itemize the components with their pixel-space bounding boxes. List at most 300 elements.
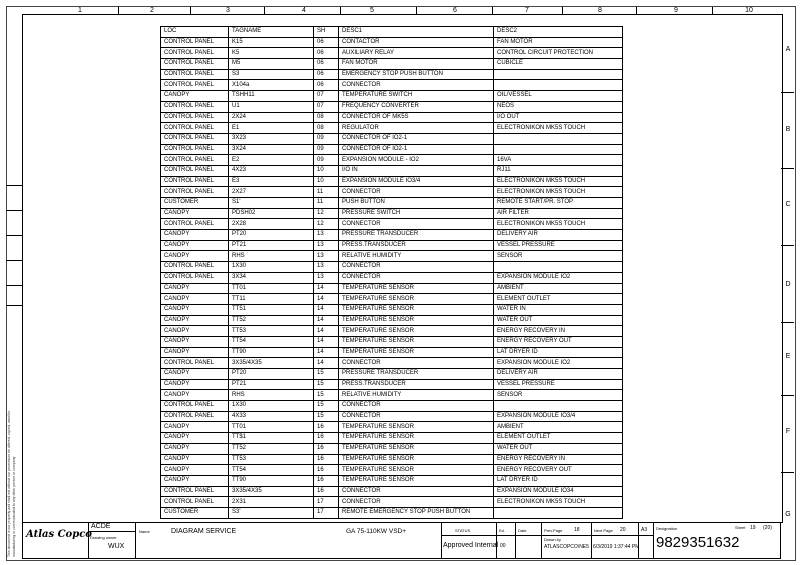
- cell-tagname: 2X28: [229, 219, 314, 230]
- cell-tagname: 2X31: [229, 497, 314, 508]
- cell-loc: CONTROL PANEL: [161, 144, 229, 155]
- header-sh: SH: [314, 27, 339, 38]
- cell-desc1: PRESS.TRANSDUCER: [339, 379, 494, 390]
- row-tick: [781, 322, 794, 323]
- cell-desc1: CONNECTOR: [339, 486, 494, 497]
- cell-desc1: EMERGENCY STOP PUSH BUTTON: [339, 69, 494, 80]
- cell-loc: CONTROL PANEL: [161, 123, 229, 134]
- cell-desc1: PRESSURE SWITCH: [339, 208, 494, 219]
- table-row: [161, 336, 623, 347]
- cell-loc: CONTROL PANEL: [161, 262, 229, 273]
- cell-desc2: AMBIENT: [494, 283, 623, 294]
- left-margin-line: [6, 260, 22, 261]
- table-row: [161, 80, 623, 91]
- cell-sh: 14: [314, 336, 339, 347]
- row-letter: D: [785, 281, 791, 288]
- cell-desc1: TEMPERATURE SENSOR: [339, 422, 494, 433]
- designation-label: Designation: [656, 526, 678, 531]
- cell-desc1: PRESSURE TRANSDUCER: [339, 369, 494, 380]
- cell-desc2: [494, 507, 623, 518]
- name-label: Name: [139, 529, 150, 534]
- cell-desc2: ELEMENT OUTLET: [494, 294, 623, 305]
- cell-desc2: LAT DRYER ID: [494, 475, 623, 486]
- cell-desc1: I/O IN: [339, 165, 494, 176]
- cell-loc: CONTROL PANEL: [161, 155, 229, 166]
- cell-desc1: RELATIVE HUMIDITY: [339, 390, 494, 401]
- cell-desc1: TEMPERATURE SENSOR: [339, 304, 494, 315]
- cell-loc: CANOPY: [161, 304, 229, 315]
- cell-desc2: [494, 144, 623, 155]
- atlas-copco-logo: Atlas Copco: [26, 529, 92, 540]
- cell-desc2: ELECTRONIKON MK5S TOUCH: [494, 123, 623, 134]
- table-row: [161, 390, 623, 401]
- cell-sh: 11: [314, 187, 339, 198]
- cell-desc2: ELECTRONIKON MK5S TOUCH: [494, 176, 623, 187]
- edition: 00: [500, 543, 506, 549]
- cell-loc: CUSTOMER: [161, 198, 229, 209]
- cell-desc2: ELECTRONIKON MK5S TOUCH: [494, 219, 623, 230]
- cell-sh: 10: [314, 176, 339, 187]
- cell-loc: CUSTOMER: [161, 507, 229, 518]
- cell-desc1: EXPANSION MODULE - IO2: [339, 155, 494, 166]
- table-row: [161, 251, 623, 262]
- cell-desc2: EXPANSION MODULE IO34: [494, 486, 623, 497]
- cell-loc: CONTROL PANEL: [161, 37, 229, 48]
- drawn-date: 6/3/2019 1:37:44 PM: [593, 544, 640, 550]
- cell-tagname: TT01: [229, 422, 314, 433]
- cell-desc1: CONNECTOR OF MK5S: [339, 112, 494, 123]
- cell-sh: 06: [314, 69, 339, 80]
- cell-sh: 06: [314, 37, 339, 48]
- left-margin-line: [6, 210, 22, 211]
- table-row: [161, 123, 623, 134]
- cell-tagname: 2X24: [229, 112, 314, 123]
- cell-desc1: PUSH BUTTON: [339, 198, 494, 209]
- cell-tagname: TT54: [229, 465, 314, 476]
- cell-sh: 13: [314, 251, 339, 262]
- cell-tagname: TT90: [229, 347, 314, 358]
- title-block: [22, 522, 781, 559]
- column-tick: [492, 7, 493, 14]
- table-row: [161, 379, 623, 390]
- cell-desc1: TEMPERATURE SENSOR: [339, 336, 494, 347]
- cell-desc1: CONNECTOR: [339, 80, 494, 91]
- column-number: 6: [453, 7, 457, 14]
- cell-loc: CANOPY: [161, 379, 229, 390]
- cell-sh: 09: [314, 155, 339, 166]
- cell-loc: CANOPY: [161, 443, 229, 454]
- cell-desc2: [494, 69, 623, 80]
- row-tick: [781, 472, 794, 473]
- column-tick: [264, 7, 265, 14]
- cell-sh: 14: [314, 347, 339, 358]
- cell-desc1: AUXILIARY RELAY: [339, 48, 494, 59]
- cell-sh: 13: [314, 230, 339, 241]
- cell-sh: 12: [314, 219, 339, 230]
- cell-loc: CANOPY: [161, 240, 229, 251]
- cell-sh: 11: [314, 198, 339, 209]
- cell-sh: 15: [314, 369, 339, 380]
- cell-loc: CANOPY: [161, 465, 229, 476]
- divider: [541, 523, 542, 558]
- cell-tagname: TT$1: [229, 433, 314, 444]
- cell-desc2: OIL/VESSEL: [494, 91, 623, 102]
- cell-desc2: VESSEL PRESSURE: [494, 240, 623, 251]
- divider: [441, 535, 653, 536]
- cell-loc: CANOPY: [161, 433, 229, 444]
- left-margin-line: [6, 185, 22, 186]
- cell-desc2: AIR FILTER: [494, 208, 623, 219]
- cell-desc2: DELIVERY AIR: [494, 369, 623, 380]
- table-row: [161, 401, 623, 412]
- cell-desc2: CONTROL CIRCUIT PROTECTION: [494, 48, 623, 59]
- cell-loc: CANOPY: [161, 294, 229, 305]
- cell-desc2: SENSOR: [494, 251, 623, 262]
- row-tick: [781, 168, 794, 169]
- cell-tagname: E1: [229, 123, 314, 134]
- cell-desc1: CONNECTOR: [339, 262, 494, 273]
- company-code: ACDE: [91, 523, 111, 530]
- table-row: [161, 411, 623, 422]
- cell-desc2: ENERGY RECOVERY OUT: [494, 336, 623, 347]
- cell-tagname: 4X23: [229, 165, 314, 176]
- cell-tagname: E3: [229, 176, 314, 187]
- table-row: [161, 198, 623, 209]
- cell-loc: CONTROL PANEL: [161, 176, 229, 187]
- column-number: 4: [302, 7, 306, 14]
- cell-sh: 14: [314, 283, 339, 294]
- cell-sh: 13: [314, 262, 339, 273]
- cell-tagname: 4X33: [229, 411, 314, 422]
- column-number: 5: [370, 7, 374, 14]
- cell-tagname: TT53: [229, 326, 314, 337]
- column-number: 10: [745, 7, 753, 14]
- cell-tagname: PT20: [229, 230, 314, 241]
- cell-sh: 16: [314, 443, 339, 454]
- cell-tagname: K5: [229, 48, 314, 59]
- column-tick: [712, 7, 713, 14]
- table-row: [161, 262, 623, 273]
- column-number: 8: [598, 7, 602, 14]
- column-tick: [636, 7, 637, 14]
- table-row: [161, 443, 623, 454]
- cell-desc1: CONNECTOR: [339, 219, 494, 230]
- cell-desc2: I/O OUT: [494, 112, 623, 123]
- cell-tagname: S1': [229, 198, 314, 209]
- table-row: [161, 219, 623, 230]
- cell-desc1: TEMPERATURE SENSOR: [339, 465, 494, 476]
- cell-desc1: TEMPERATURE SWITCH: [339, 91, 494, 102]
- cell-sh: 09: [314, 133, 339, 144]
- cell-tagname: TT01: [229, 283, 314, 294]
- table-row: [161, 112, 623, 123]
- status-value: Approved Internal: [443, 542, 499, 549]
- cell-desc1: FAN MOTOR: [339, 59, 494, 70]
- table-row: [161, 433, 623, 444]
- cell-loc: CONTROL PANEL: [161, 219, 229, 230]
- drawing-owner: WUX: [108, 543, 125, 550]
- cell-sh: 16: [314, 454, 339, 465]
- prev-page-label: Prev.Page: [544, 528, 563, 533]
- cell-loc: CONTROL PANEL: [161, 401, 229, 412]
- cell-tagname: PT20: [229, 369, 314, 380]
- cell-loc: CONTROL PANEL: [161, 411, 229, 422]
- cell-loc: CANOPY: [161, 251, 229, 262]
- cell-tagname: 1X30: [229, 401, 314, 412]
- cell-desc1: TEMPERATURE SENSOR: [339, 294, 494, 305]
- row-letter: C: [785, 201, 791, 208]
- cell-desc1: TEMPERATURE SENSOR: [339, 326, 494, 337]
- cell-desc1: CONTACTOR: [339, 37, 494, 48]
- left-margin-line: [6, 285, 22, 286]
- table-row: [161, 465, 623, 476]
- cell-sh: 14: [314, 315, 339, 326]
- divider: [135, 523, 136, 558]
- cell-sh: 08: [314, 112, 339, 123]
- ed-label: Ed.: [499, 528, 506, 533]
- cell-loc: CONTROL PANEL: [161, 497, 229, 508]
- cell-desc2: NEOS: [494, 101, 623, 112]
- cell-desc2: EXPANSION MODULE IO3/4: [494, 411, 623, 422]
- cell-sh: 16: [314, 475, 339, 486]
- cell-tagname: S3: [229, 69, 314, 80]
- cell-tagname: TT11: [229, 294, 314, 305]
- divider: [591, 523, 592, 558]
- cell-desc2: WATER OUT: [494, 443, 623, 454]
- cell-sh: 13: [314, 272, 339, 283]
- cell-tagname: E2: [229, 155, 314, 166]
- prev-page: 18: [574, 527, 580, 533]
- cell-desc1: CONNECTOR: [339, 272, 494, 283]
- cell-sh: 17: [314, 497, 339, 508]
- cell-loc: CONTROL PANEL: [161, 80, 229, 91]
- cell-desc1: CONNECTOR: [339, 358, 494, 369]
- cell-loc: CONTROL PANEL: [161, 486, 229, 497]
- cell-desc2: [494, 401, 623, 412]
- table-row: [161, 369, 623, 380]
- cell-sh: 15: [314, 411, 339, 422]
- cell-desc2: VESSEL PRESSURE: [494, 379, 623, 390]
- cell-desc2: ENERGY RECOVERY OUT: [494, 465, 623, 476]
- table-row: [161, 240, 623, 251]
- cell-desc2: DELIVERY AIR: [494, 230, 623, 241]
- table-row: [161, 144, 623, 155]
- cell-tagname: X104a: [229, 80, 314, 91]
- table-row: [161, 187, 623, 198]
- cell-tagname: 1X30: [229, 262, 314, 273]
- column-number: 3: [226, 7, 230, 14]
- cell-loc: CANOPY: [161, 315, 229, 326]
- table-row: [161, 101, 623, 112]
- drawing-owner-label: Drawing owner: [90, 535, 117, 540]
- cell-tagname: 3X34: [229, 272, 314, 283]
- property-notice: This document is our property and shall not without our permission be altered, copied, used for manufacturing or communicated to any other person or company: [7, 410, 16, 557]
- cell-tagname: TT54: [229, 336, 314, 347]
- cell-desc2: ENERGY RECOVERY IN: [494, 454, 623, 465]
- column-number: 9: [674, 7, 678, 14]
- cell-tagname: 2X27: [229, 187, 314, 198]
- cell-sh: 07: [314, 101, 339, 112]
- cell-sh: 14: [314, 294, 339, 305]
- row-tick: [781, 245, 794, 246]
- cell-sh: 16: [314, 486, 339, 497]
- left-margin-line: [6, 305, 22, 306]
- divider: [441, 523, 442, 558]
- cell-tagname: M5: [229, 59, 314, 70]
- cell-tagname: TT90: [229, 475, 314, 486]
- cell-sh: 09: [314, 144, 339, 155]
- cell-loc: CANOPY: [161, 230, 229, 241]
- table-row: [161, 422, 623, 433]
- cell-loc: CONTROL PANEL: [161, 133, 229, 144]
- table-row: [161, 48, 623, 59]
- cell-desc1: CONNECTOR OF IO2-1: [339, 144, 494, 155]
- next-page-label: Next Page: [594, 528, 613, 533]
- cell-desc1: TEMPERATURE SENSOR: [339, 347, 494, 358]
- table-row: [161, 454, 623, 465]
- cell-desc1: CONNECTOR OF IO2-1: [339, 133, 494, 144]
- left-margin-line: [6, 235, 22, 236]
- table-row: [161, 507, 623, 518]
- cell-sh: 14: [314, 304, 339, 315]
- table-row: [161, 91, 623, 102]
- cell-sh: 16: [314, 422, 339, 433]
- cell-desc1: TEMPERATURE SENSOR: [339, 315, 494, 326]
- cell-loc: CONTROL PANEL: [161, 165, 229, 176]
- cell-desc1: CONNECTOR: [339, 411, 494, 422]
- table-row: [161, 486, 623, 497]
- row-letter: A: [785, 46, 791, 53]
- cell-desc1: TEMPERATURE SENSOR: [339, 443, 494, 454]
- cell-desc2: [494, 262, 623, 273]
- cell-desc2: ELECTRONIKON MK5S TOUCH: [494, 497, 623, 508]
- cell-sh: 17: [314, 507, 339, 518]
- cell-loc: CANOPY: [161, 369, 229, 380]
- cell-tagname: 3X24: [229, 144, 314, 155]
- cell-desc1: REGULATOR: [339, 123, 494, 134]
- row-letter: G: [785, 511, 791, 518]
- cell-tagname: TT51: [229, 304, 314, 315]
- cell-sh: 08: [314, 123, 339, 134]
- table-row: [161, 176, 623, 187]
- cell-desc2: ELECTRONIKON MK5S TOUCH: [494, 187, 623, 198]
- row-tick: [781, 92, 794, 93]
- table-row: [161, 315, 623, 326]
- cell-sh: 15: [314, 401, 339, 412]
- table-row: [161, 165, 623, 176]
- divider: [496, 523, 497, 558]
- table-row: [161, 155, 623, 166]
- cell-desc2: 16VA: [494, 155, 623, 166]
- cell-desc1: TEMPERATURE SENSOR: [339, 454, 494, 465]
- cell-tagname: 3X35/4X35: [229, 358, 314, 369]
- table-row: [161, 37, 623, 48]
- cell-desc1: CONNECTOR: [339, 401, 494, 412]
- date-label: Date: [518, 528, 527, 533]
- cell-loc: CONTROL PANEL: [161, 358, 229, 369]
- cell-desc2: ELEMENT OUTLET: [494, 433, 623, 444]
- column-number: 2: [150, 7, 154, 14]
- cell-loc: CONTROL PANEL: [161, 187, 229, 198]
- cell-sh: 12: [314, 208, 339, 219]
- table-row: [161, 59, 623, 70]
- table-row: [161, 475, 623, 486]
- cell-sh: 06: [314, 48, 339, 59]
- cell-tagname: 3X35/4X35: [229, 486, 314, 497]
- row-letter: B: [785, 126, 791, 133]
- row-letter: F: [785, 428, 791, 435]
- cell-sh: 15: [314, 390, 339, 401]
- cell-sh: 15: [314, 379, 339, 390]
- row-letter: E: [785, 353, 791, 360]
- cell-loc: CONTROL PANEL: [161, 272, 229, 283]
- cell-sh: 14: [314, 358, 339, 369]
- drawn-by: ATLASCOPCO\NE5: [544, 544, 589, 550]
- cell-sh: 16: [314, 465, 339, 476]
- table-row: [161, 208, 623, 219]
- drawn-by-label: Drawn by: [544, 537, 561, 542]
- sheet-number: 19: [750, 525, 756, 531]
- cell-tagname: RHS: [229, 251, 314, 262]
- table-row: [161, 358, 623, 369]
- model-name: GA 75-110KW VSD+: [346, 528, 407, 535]
- cell-loc: CANOPY: [161, 347, 229, 358]
- row-tick: [781, 395, 794, 396]
- table-row: [161, 133, 623, 144]
- component-list-table: [160, 26, 623, 519]
- cell-desc1: TEMPERATURE SENSOR: [339, 283, 494, 294]
- header-desc1: DESC1: [339, 27, 494, 38]
- cell-sh: 10: [314, 165, 339, 176]
- cell-tagname: U1: [229, 101, 314, 112]
- cell-tagname: K15: [229, 37, 314, 48]
- table-row: [161, 497, 623, 508]
- cell-loc: CONTROL PANEL: [161, 112, 229, 123]
- header-desc2: DESC2: [494, 27, 623, 38]
- cell-sh: 07: [314, 91, 339, 102]
- cell-loc: CONTROL PANEL: [161, 59, 229, 70]
- column-tick: [118, 7, 119, 14]
- diagram-name: DIAGRAM SERVICE: [171, 528, 237, 535]
- cell-desc1: CONNECTOR: [339, 497, 494, 508]
- cell-loc: CANOPY: [161, 390, 229, 401]
- cell-desc2: [494, 133, 623, 144]
- sheet-total: (20): [763, 525, 772, 531]
- cell-tagname: PT21: [229, 379, 314, 390]
- cell-loc: CONTROL PANEL: [161, 101, 229, 112]
- cell-desc1: FREQUENCY CONVERTER: [339, 101, 494, 112]
- cell-tagname: TT52: [229, 315, 314, 326]
- cell-loc: CONTROL PANEL: [161, 48, 229, 59]
- sheet-label: Sheet: [735, 525, 746, 530]
- column-number: 7: [525, 7, 529, 14]
- table-row: [161, 326, 623, 337]
- cell-tagname: TT53: [229, 454, 314, 465]
- column-tick: [416, 7, 417, 14]
- cell-loc: CANOPY: [161, 91, 229, 102]
- cell-desc1: PRESSURE TRANSDUCER: [339, 230, 494, 241]
- cell-tagname: 3X23: [229, 133, 314, 144]
- cell-desc2: RJ11: [494, 165, 623, 176]
- cell-loc: CANOPY: [161, 336, 229, 347]
- cell-loc: CANOPY: [161, 422, 229, 433]
- cell-desc1: REMOTE EMERGENCY STOP PUSH BUTTON: [339, 507, 494, 518]
- next-page: 20: [620, 527, 626, 533]
- cell-sh: 16: [314, 433, 339, 444]
- column-tick: [562, 7, 563, 14]
- cell-tagname: PT21: [229, 240, 314, 251]
- cell-sh: 06: [314, 59, 339, 70]
